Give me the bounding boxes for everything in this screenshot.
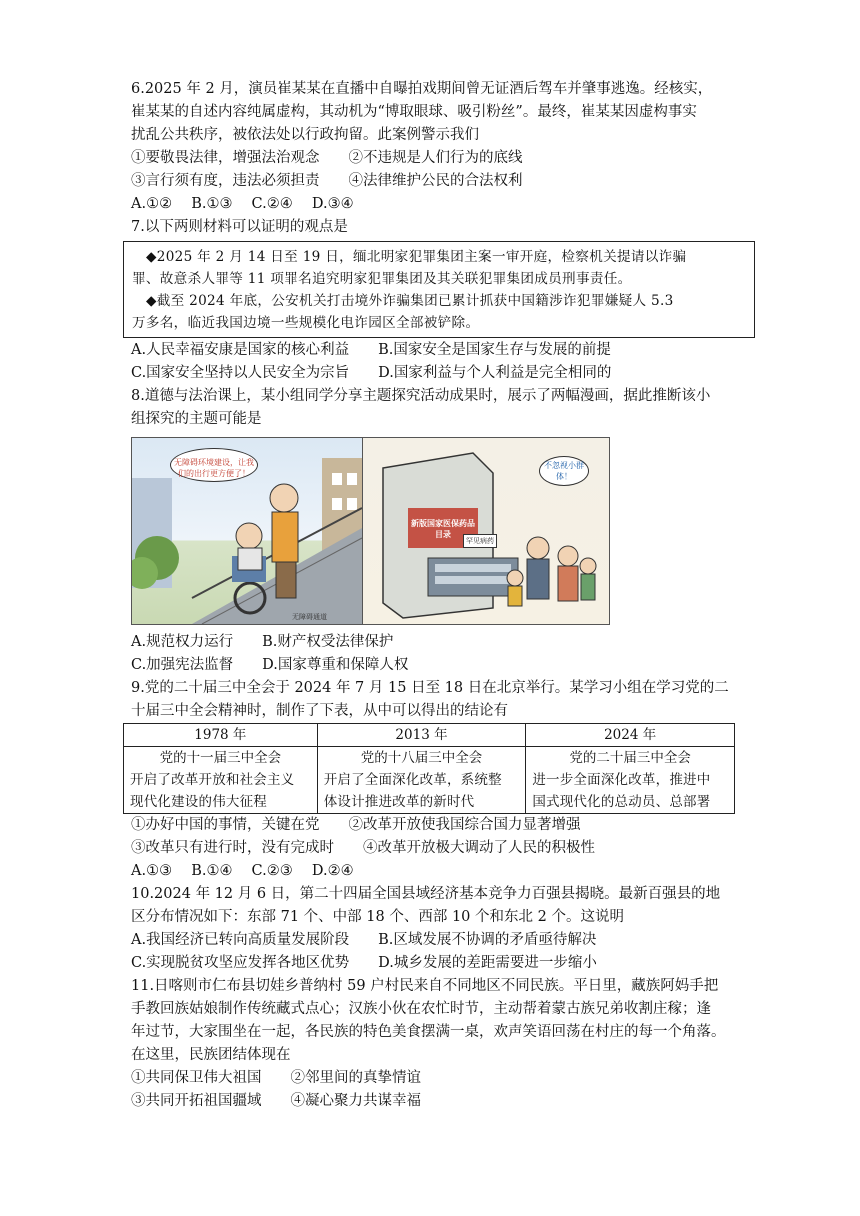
meeting-name: 党的十八届三中全会 [360,750,483,766]
table-cell [317,747,526,814]
speech-bubble: 无障碍环境建设，让我们的出行更方便了！ [170,448,258,482]
exam-page [131,78,741,1113]
question-stem: 十届三中全会精神时，制作了下表，从中可以得出的结论有 [131,703,508,719]
meeting-name: 党的十一届三中全会 [159,750,282,766]
plenum-table [123,723,735,814]
answer-options: C.加强宪法监督 D.国家尊重和保障人权 [131,657,409,673]
statement-items: ①办好中国的事情，关键在党 ②改革开放使我国综合国力显著增强 [131,817,581,833]
question-7 [131,216,741,385]
question-11 [131,975,741,1113]
table-row [124,747,735,814]
question-stem: 区分布情况如下：东部 71 个、中部 18 个、西部 10 个和东北 2 个。这说明 [131,909,624,925]
material-text: 万多名，临近我国边境一些规模化电诈园区全部被铲除。 [132,315,480,331]
statement-items: ③言行须有度，违法必须担责 ④法律维护公民的合法权利 [131,173,523,189]
answer-options: A.①③ B.①④ C.②③ D.②④ [131,863,354,879]
answer-options: C.国家安全坚持以人民安全为宗旨 D.国家利益与个人利益是完全相同的 [131,365,612,381]
catalog-label: 新版国家医保药品目录 [411,519,475,539]
material-text: ◆2025 年 2 月 14 日至 19 日，缅北明家犯罪集团主案一审开庭，检察机关提请以诈骗 [146,249,687,265]
answer-options: A.规范权力运行 B.财产权受法律保护 [131,634,394,650]
table-cell-year: 2024 年 [526,724,735,747]
meeting-desc: 体设计推进改革的新时代 [323,794,475,810]
question-10 [131,883,741,975]
question-stem: 年过节，大家围坐在一起，各民族的特色美食摆满一桌，欢声笑语回荡在村庄的每一个角落。 [131,1024,726,1040]
table-cell-year: 1978 年 [124,724,318,747]
accessibility-comic [131,437,363,625]
comic-images [131,437,741,623]
answer-options: A.人民幸福安康是国家的核心利益 B.国家安全是国家生存与发展的前提 [131,342,611,358]
comic-caption: 无障碍通道 [292,613,327,621]
question-9 [131,677,741,883]
meeting-desc: 开启了改革开放和社会主义 [130,772,295,788]
answer-options: C.实现脱贫攻坚应发挥各地区优势 D.城乡发展的差距需要进一步缩小 [131,955,597,971]
meeting-desc: 开启了全面深化改革，系统整 [323,772,502,788]
table-header-row [124,724,735,747]
question-stem: 扰乱公共秩序，被依法处以行政拘留。此案例警示我们 [131,127,479,143]
meeting-desc: 进一步全面深化改革，推进中 [532,772,711,788]
drug-tag: 罕见病药 [463,534,497,548]
question-8 [131,385,741,677]
answer-options: A.①② B.①③ C.②④ D.③④ [131,196,354,212]
table-cell [526,747,735,814]
question-6 [131,78,741,216]
question-stem: 8.道德与法治课上，某小组同学分享主题探究活动成果时，展示了两幅漫画，据此推断该小 [131,388,711,404]
answer-options: A.我国经济已转向高质量发展阶段 B.区域发展不协调的矛盾亟待解决 [131,932,597,948]
question-stem: 组探究的主题可能是 [131,411,262,427]
statement-items: ①共同保卫伟大祖国 ②邻里间的真挚情谊 [131,1070,421,1086]
meeting-desc: 国式现代化的总动员、总部署 [532,794,711,810]
medical-insurance-comic [362,437,610,625]
question-stem: 崔某某的自述内容纯属虚构，其动机为“博取眼球、吸引粉丝”。最终，崔某某因虚构事实 [131,104,697,120]
question-stem: 11.日喀则市仁布县切娃乡普纳村 59 户村民来自不同地区不同民族。平日里，藏族阿妈手把 [131,978,719,994]
material-box [123,241,755,338]
question-stem: 7.以下两则材料可以证明的观点是 [131,219,348,235]
material-text: ◆截至 2024 年底，公安机关打击境外诈骗集团已累计抓获中国籍涉诈犯罪嫌疑人 5.3 [146,293,674,309]
question-stem: 6.2025 年 2 月，演员崔某某在直播中自曝拍戏期间曾无证酒后驾车并肇事逃逸。经核实， [131,81,713,97]
speech-bubble: 不忽视小群体！ [539,456,589,486]
question-stem: 手教回族姑娘制作传统藏式点心；汉族小伙在农忙时节，主动帮着蒙古族兄弟收割庄稼；逢 [131,1001,711,1017]
statement-items: ③共同开拓祖国疆域 ④凝心聚力共谋幸福 [131,1093,421,1109]
statement-items: ①要敬畏法律，增强法治观念 ②不违规是人们行为的底线 [131,150,523,166]
statement-items: ③改革只有进行时，没有完成时 ④改革开放极大调动了人民的积极性 [131,840,595,856]
meeting-name: 党的二十届三中全会 [569,750,691,766]
question-stem: 10.2024 年 12 月 6 日，第二十四届全国县域经济基本竞争力百强县揭晓。最新百强县的地 [131,886,721,902]
table-cell [124,747,318,814]
material-text: 罪、故意杀人罪等 11 项罪名追究明家犯罪集团及其关联犯罪集团成员刑事责任。 [132,271,632,287]
question-stem: 在这里，民族团结体现在 [131,1047,291,1063]
meeting-desc: 现代化建设的伟大征程 [130,794,267,810]
question-stem: 9.党的二十届三中全会于 2024 年 7 月 15 日至 18 日在北京举行。某学习小组在学习党的二 [131,680,729,696]
table-cell-year: 2013 年 [317,724,526,747]
